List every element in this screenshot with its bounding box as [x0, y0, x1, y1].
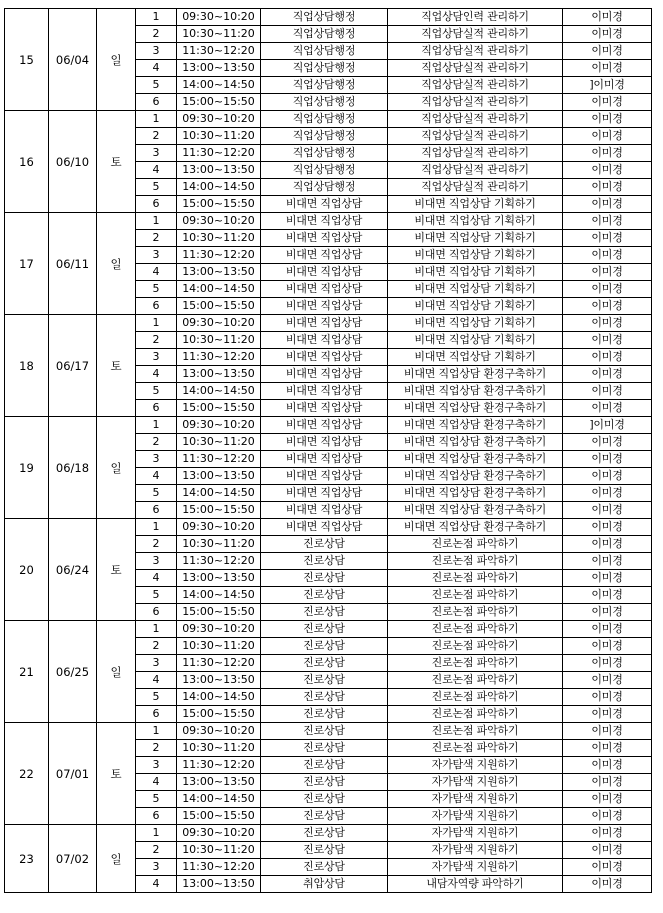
content-cell: 비대면 직업상담 기획하기 [388, 247, 563, 264]
content-cell: 비대면 직업상담 환경구축하기 [388, 434, 563, 451]
session-number: 6 [136, 604, 177, 621]
content-cell: 비대면 직업상담 환경구축하기 [388, 400, 563, 417]
session-time: 14:00~14:50 [177, 689, 261, 706]
session-number: 3 [136, 655, 177, 672]
session-time: 09:30~10:20 [177, 723, 261, 740]
session-time: 10:30~11:20 [177, 26, 261, 43]
session-number: 1 [136, 621, 177, 638]
session-number: 5 [136, 179, 177, 196]
session-number: 6 [136, 706, 177, 723]
session-number: 2 [136, 128, 177, 145]
session-time: 14:00~14:50 [177, 791, 261, 808]
session-time: 15:00~15:50 [177, 502, 261, 519]
session-number: 6 [136, 808, 177, 825]
session-number: 5 [136, 281, 177, 298]
session-number: 4 [136, 366, 177, 383]
content-cell: 내담자역량 파악하기 [388, 876, 563, 893]
instructor-cell: ]이미경 [563, 77, 652, 94]
session-number: 3 [136, 43, 177, 60]
class-weekday: 토 [97, 315, 136, 417]
content-cell: 진로논점 파악하기 [388, 604, 563, 621]
session-number: 3 [136, 757, 177, 774]
subject-cell: 비대면 직업상담 [261, 247, 388, 264]
session-time: 13:00~13:50 [177, 264, 261, 281]
class-date: 07/02 [49, 825, 97, 893]
session-time: 11:30~12:20 [177, 43, 261, 60]
content-cell: 비대면 직업상담 환경구축하기 [388, 383, 563, 400]
content-cell: 비대면 직업상담 기획하기 [388, 196, 563, 213]
session-number: 3 [136, 145, 177, 162]
session-time: 11:30~12:20 [177, 145, 261, 162]
subject-cell: 진로상담 [261, 774, 388, 791]
subject-cell: 진로상담 [261, 808, 388, 825]
table-row [5, 519, 652, 536]
subject-cell: 진로상담 [261, 587, 388, 604]
instructor-cell: 이미경 [563, 519, 652, 536]
subject-cell: 비대면 직업상담 [261, 230, 388, 247]
content-cell: 진로논점 파악하기 [388, 638, 563, 655]
session-time: 11:30~12:20 [177, 757, 261, 774]
table-row [5, 825, 652, 842]
session-number: 3 [136, 553, 177, 570]
session-number: 2 [136, 740, 177, 757]
subject-cell: 진로상담 [261, 842, 388, 859]
instructor-cell: 이미경 [563, 570, 652, 587]
instructor-cell: 이미경 [563, 128, 652, 145]
subject-cell: 비대면 직업상담 [261, 451, 388, 468]
session-number: 6 [136, 502, 177, 519]
session-time: 11:30~12:20 [177, 349, 261, 366]
subject-cell: 직업상담행정 [261, 94, 388, 111]
content-cell: 자가탐색 지원하기 [388, 757, 563, 774]
session-time: 10:30~11:20 [177, 332, 261, 349]
session-number: 3 [136, 859, 177, 876]
subject-cell: 직업상담행정 [261, 77, 388, 94]
class-date: 06/17 [49, 315, 97, 417]
content-cell: 진로논점 파악하기 [388, 587, 563, 604]
class-date: 07/01 [49, 723, 97, 825]
content-cell: 비대면 직업상담 기획하기 [388, 213, 563, 230]
content-cell: 비대면 직업상담 환경구축하기 [388, 502, 563, 519]
subject-cell: 진로상담 [261, 706, 388, 723]
subject-cell: 비대면 직업상담 [261, 298, 388, 315]
class-date: 06/18 [49, 417, 97, 519]
instructor-cell: 이미경 [563, 26, 652, 43]
session-time: 14:00~14:50 [177, 179, 261, 196]
instructor-cell: 이미경 [563, 740, 652, 757]
session-time: 09:30~10:20 [177, 417, 261, 434]
content-cell: 비대면 직업상담 환경구축하기 [388, 451, 563, 468]
subject-cell: 비대면 직업상담 [261, 400, 388, 417]
session-time: 10:30~11:20 [177, 434, 261, 451]
content-cell: 자가탐색 지원하기 [388, 791, 563, 808]
content-cell: 자가탐색 지원하기 [388, 859, 563, 876]
session-time: 10:30~11:20 [177, 230, 261, 247]
instructor-cell: 이미경 [563, 179, 652, 196]
session-number: 1 [136, 825, 177, 842]
class-weekday: 일 [97, 9, 136, 111]
class-number: 16 [5, 111, 49, 213]
subject-cell: 비대면 직업상담 [261, 434, 388, 451]
subject-cell: 진로상담 [261, 553, 388, 570]
subject-cell: 직업상담행정 [261, 111, 388, 128]
session-time: 13:00~13:50 [177, 162, 261, 179]
instructor-cell: 이미경 [563, 757, 652, 774]
session-time: 13:00~13:50 [177, 774, 261, 791]
content-cell: 직업상담인력 관리하기 [388, 9, 563, 26]
session-number: 2 [136, 230, 177, 247]
class-weekday: 토 [97, 519, 136, 621]
class-number: 21 [5, 621, 49, 723]
instructor-cell: 이미경 [563, 349, 652, 366]
subject-cell: 비대면 직업상담 [261, 417, 388, 434]
subject-cell: 직업상담행정 [261, 9, 388, 26]
session-number: 4 [136, 672, 177, 689]
instructor-cell: 이미경 [563, 366, 652, 383]
session-time: 14:00~14:50 [177, 587, 261, 604]
session-number: 5 [136, 485, 177, 502]
class-number: 18 [5, 315, 49, 417]
subject-cell: 진로상담 [261, 621, 388, 638]
session-number: 6 [136, 94, 177, 111]
instructor-cell: 이미경 [563, 638, 652, 655]
instructor-cell: 이미경 [563, 587, 652, 604]
class-weekday: 일 [97, 213, 136, 315]
content-cell: 자가탐색 지원하기 [388, 774, 563, 791]
session-number: 6 [136, 196, 177, 213]
instructor-cell: 이미경 [563, 9, 652, 26]
content-cell: 자가탐색 지원하기 [388, 842, 563, 859]
session-time: 13:00~13:50 [177, 60, 261, 77]
session-time: 10:30~11:20 [177, 128, 261, 145]
session-time: 09:30~10:20 [177, 111, 261, 128]
subject-cell: 진로상담 [261, 723, 388, 740]
schedule-body [5, 9, 652, 893]
session-time: 09:30~10:20 [177, 213, 261, 230]
instructor-cell: 이미경 [563, 94, 652, 111]
session-time: 09:30~10:20 [177, 825, 261, 842]
instructor-cell: 이미경 [563, 842, 652, 859]
table-row [5, 111, 652, 128]
subject-cell: 취압상담 [261, 876, 388, 893]
session-number: 4 [136, 570, 177, 587]
session-time: 09:30~10:20 [177, 9, 261, 26]
class-number: 19 [5, 417, 49, 519]
content-cell: 직업상담실적 관리하기 [388, 77, 563, 94]
session-time: 13:00~13:50 [177, 468, 261, 485]
table-row [5, 315, 652, 332]
session-number: 3 [136, 349, 177, 366]
subject-cell: 진로상담 [261, 655, 388, 672]
table-row [5, 621, 652, 638]
class-number: 20 [5, 519, 49, 621]
content-cell: 비대면 직업상담 환경구축하기 [388, 366, 563, 383]
subject-cell: 비대면 직업상담 [261, 281, 388, 298]
session-time: 09:30~10:20 [177, 315, 261, 332]
subject-cell: 비대면 직업상담 [261, 315, 388, 332]
content-cell: 진로논점 파악하기 [388, 740, 563, 757]
class-number: 23 [5, 825, 49, 893]
class-number: 17 [5, 213, 49, 315]
subject-cell: 직업상담행정 [261, 128, 388, 145]
instructor-cell: 이미경 [563, 655, 652, 672]
content-cell: 비대면 직업상담 기획하기 [388, 298, 563, 315]
session-time: 11:30~12:20 [177, 553, 261, 570]
content-cell: 비대면 직업상담 기획하기 [388, 230, 563, 247]
class-weekday: 토 [97, 723, 136, 825]
class-date: 06/25 [49, 621, 97, 723]
content-cell: 직업상담실적 관리하기 [388, 145, 563, 162]
session-number: 5 [136, 689, 177, 706]
session-time: 13:00~13:50 [177, 570, 261, 587]
session-number: 1 [136, 519, 177, 536]
schedule-table [4, 8, 652, 893]
content-cell: 직업상담실적 관리하기 [388, 128, 563, 145]
subject-cell: 직업상담행정 [261, 145, 388, 162]
content-cell: 비대면 직업상담 환경구축하기 [388, 485, 563, 502]
subject-cell: 진로상담 [261, 791, 388, 808]
instructor-cell: 이미경 [563, 859, 652, 876]
subject-cell: 비대면 직업상담 [261, 213, 388, 230]
content-cell: 직업상담실적 관리하기 [388, 162, 563, 179]
instructor-cell: 이미경 [563, 791, 652, 808]
subject-cell: 비대면 직업상담 [261, 264, 388, 281]
instructor-cell: 이미경 [563, 689, 652, 706]
content-cell: 비대면 직업상담 기획하기 [388, 264, 563, 281]
table-row [5, 213, 652, 230]
session-time: 09:30~10:20 [177, 519, 261, 536]
instructor-cell: ]이미경 [563, 417, 652, 434]
session-number: 4 [136, 60, 177, 77]
session-time: 14:00~14:50 [177, 281, 261, 298]
session-number: 5 [136, 383, 177, 400]
session-time: 10:30~11:20 [177, 842, 261, 859]
instructor-cell: 이미경 [563, 196, 652, 213]
instructor-cell: 이미경 [563, 60, 652, 77]
session-number: 4 [136, 468, 177, 485]
subject-cell: 비대면 직업상담 [261, 468, 388, 485]
session-time: 13:00~13:50 [177, 876, 261, 893]
session-number: 2 [136, 842, 177, 859]
content-cell: 직업상담실적 관리하기 [388, 94, 563, 111]
session-number: 1 [136, 9, 177, 26]
content-cell: 진로논점 파악하기 [388, 621, 563, 638]
subject-cell: 비대면 직업상담 [261, 383, 388, 400]
instructor-cell: 이미경 [563, 468, 652, 485]
session-number: 2 [136, 332, 177, 349]
session-number: 5 [136, 587, 177, 604]
subject-cell: 진로상담 [261, 740, 388, 757]
session-time: 11:30~12:20 [177, 859, 261, 876]
instructor-cell: 이미경 [563, 553, 652, 570]
instructor-cell: 이미경 [563, 247, 652, 264]
session-time: 11:30~12:20 [177, 247, 261, 264]
session-time: 15:00~15:50 [177, 298, 261, 315]
session-time: 13:00~13:50 [177, 366, 261, 383]
subject-cell: 진로상담 [261, 757, 388, 774]
instructor-cell: 이미경 [563, 876, 652, 893]
schedule-sheet [4, 8, 651, 893]
session-time: 15:00~15:50 [177, 808, 261, 825]
session-time: 14:00~14:50 [177, 383, 261, 400]
content-cell: 진로논점 파악하기 [388, 723, 563, 740]
session-number: 2 [136, 434, 177, 451]
instructor-cell: 이미경 [563, 213, 652, 230]
instructor-cell: 이미경 [563, 451, 652, 468]
session-time: 15:00~15:50 [177, 706, 261, 723]
class-date: 06/11 [49, 213, 97, 315]
session-time: 10:30~11:20 [177, 638, 261, 655]
subject-cell: 진로상담 [261, 570, 388, 587]
class-number: 15 [5, 9, 49, 111]
instructor-cell: 이미경 [563, 604, 652, 621]
session-time: 14:00~14:50 [177, 77, 261, 94]
content-cell: 진로논점 파악하기 [388, 689, 563, 706]
instructor-cell: 이미경 [563, 145, 652, 162]
session-number: 4 [136, 876, 177, 893]
session-time: 15:00~15:50 [177, 400, 261, 417]
instructor-cell: 이미경 [563, 43, 652, 60]
class-date: 06/04 [49, 9, 97, 111]
subject-cell: 비대면 직업상담 [261, 332, 388, 349]
table-row [5, 9, 652, 26]
session-number: 2 [136, 638, 177, 655]
instructor-cell: 이미경 [563, 672, 652, 689]
content-cell: 진로논점 파악하기 [388, 536, 563, 553]
class-number: 22 [5, 723, 49, 825]
session-number: 2 [136, 26, 177, 43]
instructor-cell: 이미경 [563, 230, 652, 247]
subject-cell: 진로상담 [261, 689, 388, 706]
session-time: 15:00~15:50 [177, 94, 261, 111]
instructor-cell: 이미경 [563, 808, 652, 825]
subject-cell: 직업상담행정 [261, 179, 388, 196]
content-cell: 비대면 직업상담 기획하기 [388, 315, 563, 332]
session-number: 1 [136, 213, 177, 230]
session-number: 2 [136, 536, 177, 553]
subject-cell: 비대면 직업상담 [261, 519, 388, 536]
session-number: 1 [136, 111, 177, 128]
instructor-cell: 이미경 [563, 706, 652, 723]
instructor-cell: 이미경 [563, 264, 652, 281]
instructor-cell: 이미경 [563, 162, 652, 179]
session-time: 10:30~11:20 [177, 536, 261, 553]
session-number: 6 [136, 400, 177, 417]
instructor-cell: 이미경 [563, 332, 652, 349]
instructor-cell: 이미경 [563, 400, 652, 417]
instructor-cell: 이미경 [563, 502, 652, 519]
class-weekday: 일 [97, 621, 136, 723]
session-number: 4 [136, 264, 177, 281]
content-cell: 비대면 직업상담 환경구축하기 [388, 519, 563, 536]
instructor-cell: 이미경 [563, 825, 652, 842]
subject-cell: 진로상담 [261, 825, 388, 842]
session-time: 13:00~13:50 [177, 672, 261, 689]
session-number: 1 [136, 417, 177, 434]
session-number: 1 [136, 723, 177, 740]
instructor-cell: 이미경 [563, 536, 652, 553]
content-cell: 비대면 직업상담 환경구축하기 [388, 468, 563, 485]
instructor-cell: 이미경 [563, 298, 652, 315]
subject-cell: 진로상담 [261, 604, 388, 621]
content-cell: 직업상담실적 관리하기 [388, 43, 563, 60]
instructor-cell: 이미경 [563, 315, 652, 332]
subject-cell: 비대면 직업상담 [261, 485, 388, 502]
content-cell: 비대면 직업상담 환경구축하기 [388, 417, 563, 434]
subject-cell: 비대면 직업상담 [261, 196, 388, 213]
session-time: 09:30~10:20 [177, 621, 261, 638]
content-cell: 진로논점 파악하기 [388, 553, 563, 570]
subject-cell: 직업상담행정 [261, 162, 388, 179]
instructor-cell: 이미경 [563, 723, 652, 740]
subject-cell: 비대면 직업상담 [261, 366, 388, 383]
instructor-cell: 이미경 [563, 383, 652, 400]
class-date: 06/24 [49, 519, 97, 621]
subject-cell: 직업상담행정 [261, 26, 388, 43]
instructor-cell: 이미경 [563, 281, 652, 298]
session-number: 5 [136, 791, 177, 808]
instructor-cell: 이미경 [563, 774, 652, 791]
instructor-cell: 이미경 [563, 434, 652, 451]
instructor-cell: 이미경 [563, 621, 652, 638]
session-number: 6 [136, 298, 177, 315]
content-cell: 비대면 직업상담 기획하기 [388, 281, 563, 298]
session-number: 4 [136, 774, 177, 791]
content-cell: 직업상담실적 관리하기 [388, 179, 563, 196]
content-cell: 직업상담실적 관리하기 [388, 111, 563, 128]
session-number: 1 [136, 315, 177, 332]
subject-cell: 직업상담행정 [261, 60, 388, 77]
session-number: 3 [136, 247, 177, 264]
subject-cell: 진로상담 [261, 672, 388, 689]
content-cell: 비대면 직업상담 기획하기 [388, 332, 563, 349]
class-weekday: 일 [97, 417, 136, 519]
class-weekday: 토 [97, 111, 136, 213]
table-row [5, 723, 652, 740]
content-cell: 진로논점 파악하기 [388, 570, 563, 587]
subject-cell: 진로상담 [261, 859, 388, 876]
session-time: 15:00~15:50 [177, 196, 261, 213]
session-number: 5 [136, 77, 177, 94]
class-date: 06/10 [49, 111, 97, 213]
content-cell: 비대면 직업상담 기획하기 [388, 349, 563, 366]
content-cell: 자가탐색 지원하기 [388, 808, 563, 825]
content-cell: 직업상담실적 관리하기 [388, 26, 563, 43]
instructor-cell: 이미경 [563, 111, 652, 128]
subject-cell: 직업상담행정 [261, 43, 388, 60]
subject-cell: 비대면 직업상담 [261, 349, 388, 366]
content-cell: 자가탐색 지원하기 [388, 825, 563, 842]
table-row [5, 417, 652, 434]
subject-cell: 비대면 직업상담 [261, 502, 388, 519]
session-time: 11:30~12:20 [177, 655, 261, 672]
content-cell: 진로논점 파악하기 [388, 672, 563, 689]
session-time: 15:00~15:50 [177, 604, 261, 621]
instructor-cell: 이미경 [563, 485, 652, 502]
session-time: 11:30~12:20 [177, 451, 261, 468]
session-time: 10:30~11:20 [177, 740, 261, 757]
session-time: 14:00~14:50 [177, 485, 261, 502]
session-number: 4 [136, 162, 177, 179]
subject-cell: 진로상담 [261, 638, 388, 655]
session-number: 3 [136, 451, 177, 468]
content-cell: 진로논점 파악하기 [388, 706, 563, 723]
content-cell: 직업상담실적 관리하기 [388, 60, 563, 77]
class-weekday: 일 [97, 825, 136, 893]
content-cell: 진로논점 파악하기 [388, 655, 563, 672]
subject-cell: 진로상담 [261, 536, 388, 553]
